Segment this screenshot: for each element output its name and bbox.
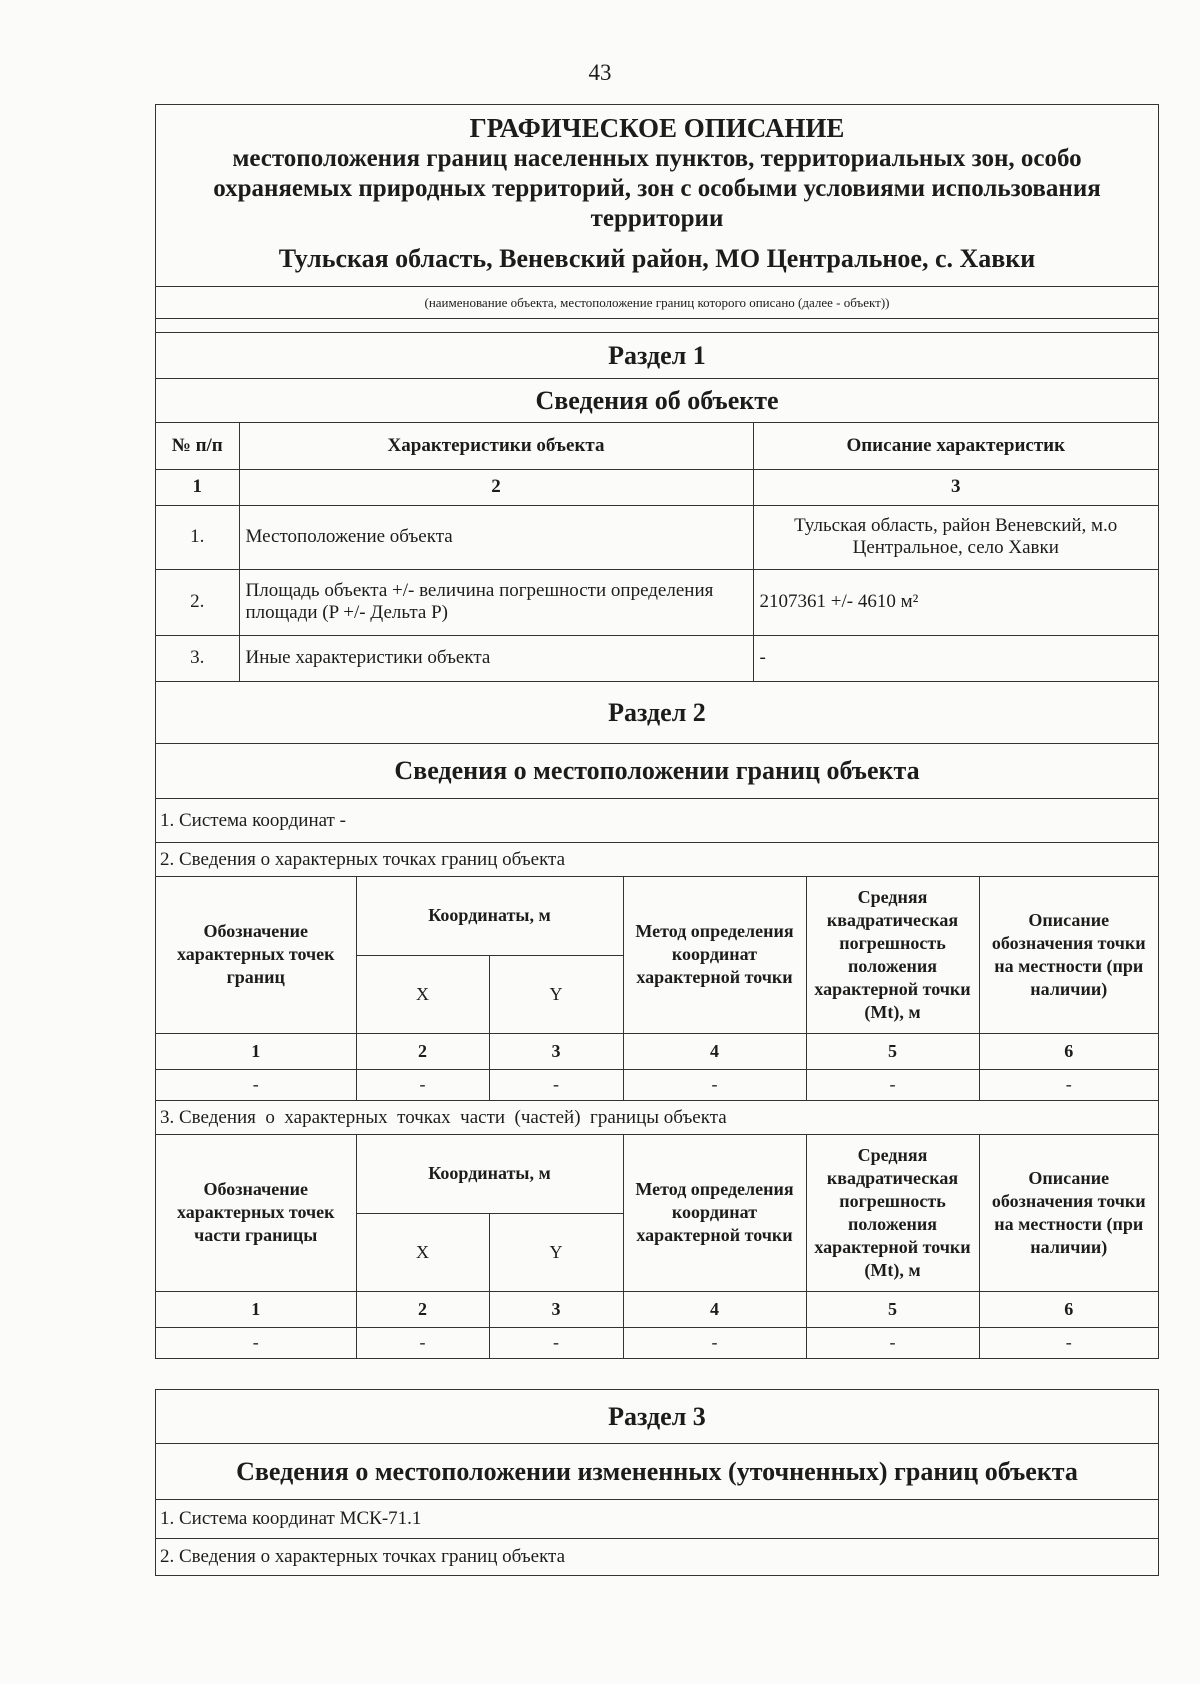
col-number: 1 (156, 1033, 356, 1069)
row-characteristic: Местоположение объекта (239, 505, 753, 569)
row-num: 3. (156, 635, 239, 681)
cell-value: - (979, 1069, 1158, 1100)
cell-value: - (356, 1069, 489, 1100)
object-location: Тульская область, Веневский район, МО Центральное, с. Хавки (278, 244, 1036, 273)
cell-value: - (623, 1069, 806, 1100)
col-number: 1 (156, 469, 239, 505)
row-num: 1. (156, 505, 239, 569)
col-header-point-designation: Обозначение характерных точек части границы (156, 1135, 356, 1291)
col-header-point-designation: Обозначение характерных точек границ (156, 877, 356, 1033)
page-number: 43 (588, 60, 612, 85)
row-characteristic: Иные характеристики объекта (239, 635, 753, 681)
col-header-error: Средняя квадратическая погрешность положения характерной точки (Mt), м (806, 1135, 979, 1291)
col-header-y: Y (489, 955, 623, 1033)
col-header-coordinates: Координаты, м (356, 877, 623, 955)
section1-title: Раздел 1 (156, 333, 1158, 379)
coord-system-line: 1. Система координат - (156, 799, 1158, 843)
col-header-characteristic: Характеристики объекта (239, 423, 753, 469)
section2-subtitle: Сведения о местоположении границ объекта (156, 744, 1158, 799)
col-number: 1 (156, 1291, 356, 1327)
col-header-error: Средняя квадратическая погрешность положения характерной точки (Mt), м (806, 877, 979, 1033)
section3-frame (155, 1389, 1159, 1576)
col-number: 2 (239, 469, 753, 505)
document-subtitle-line1: местоположения границ населенных пунктов, территориальных зон, особо (232, 145, 1082, 172)
col-number: 3 (489, 1033, 623, 1069)
row-characteristic: Площадь объекта +/- величина погрешности определения площади (P +/- Дельта P) (239, 569, 753, 635)
boundary-points-table (156, 877, 1158, 1101)
table-row (156, 1327, 1158, 1358)
cell-value: - (156, 1069, 356, 1100)
col-number: 6 (979, 1291, 1158, 1327)
col-header-description: Описание характеристик (753, 423, 1158, 469)
col-number: 6 (979, 1033, 1158, 1069)
col-number: 3 (489, 1291, 623, 1327)
object-info-table (156, 423, 1158, 682)
cell-value: - (156, 1327, 356, 1358)
col-header-point-description: Описание обозначения точки на местности (при наличии) (979, 877, 1158, 1033)
row-num: 2. (156, 569, 239, 635)
col-number: 4 (623, 1033, 806, 1069)
cell-value: - (979, 1327, 1158, 1358)
section3-subtitle: Сведения о местоположении измененных (уточненных) границ объекта (156, 1444, 1158, 1500)
col-header-num: № п/п (156, 423, 239, 469)
col-number: 4 (623, 1291, 806, 1327)
col-number: 3 (753, 469, 1158, 505)
table-row (156, 1069, 1158, 1100)
cell-value: - (806, 1327, 979, 1358)
table-row (156, 635, 1158, 681)
col-number: 2 (356, 1291, 489, 1327)
col-header-x: X (356, 955, 489, 1033)
spacer-row (156, 319, 1158, 333)
col-header-coordinates: Координаты, м (356, 1135, 623, 1213)
section1-subtitle: Сведения об объекте (156, 379, 1158, 423)
row-description: 2107361 +/- 4610 м² (753, 569, 1158, 635)
points-heading: 2. Сведения о характерных точках границ объекта (156, 843, 1158, 877)
cell-value: - (623, 1327, 806, 1358)
points-heading: 2. Сведения о характерных точках границ объекта (160, 1546, 566, 1567)
document-frame (155, 104, 1159, 1359)
document-subtitle-line3: территории (590, 205, 724, 232)
cell-value: - (489, 1069, 623, 1100)
table-row (156, 505, 1158, 569)
cell-value: - (489, 1327, 623, 1358)
col-header-point-description: Описание обозначения точки на местности (при наличии) (979, 1135, 1158, 1291)
title-block (156, 105, 1158, 287)
col-header-y: Y (489, 1213, 623, 1291)
cell-value: - (806, 1069, 979, 1100)
section3-title: Раздел 3 (156, 1390, 1158, 1444)
col-number: 5 (806, 1291, 979, 1327)
object-caption: (наименование объекта, местоположение границ которого описано (далее - объект)) (156, 287, 1158, 319)
row-description: - (753, 635, 1158, 681)
document-title: ГРАФИЧЕСКОЕ ОПИСАНИЕ (469, 113, 845, 143)
row-description: Тульская область, район Веневский, м.о Центральное, село Хавки (753, 505, 1158, 569)
col-number: 2 (356, 1033, 489, 1069)
boundary-part-points-table (156, 1135, 1158, 1358)
table-row (156, 569, 1158, 635)
col-number: 5 (806, 1033, 979, 1069)
col-header-x: X (356, 1213, 489, 1291)
col-header-method: Метод определения координат характерной точки (623, 1135, 806, 1291)
cell-value: - (356, 1327, 489, 1358)
coord-system-line: 1. Система координат МСК-71.1 (156, 1500, 1158, 1539)
section2-title: Раздел 2 (156, 682, 1158, 744)
col-header-method: Метод определения координат характерной точки (623, 877, 806, 1033)
parts-heading: 3. Сведения о характерных точках части (частей) границы объекта (156, 1101, 1158, 1135)
document-subtitle-line2: охраняемых природных территорий, зон с особыми условиями использования (213, 175, 1101, 202)
